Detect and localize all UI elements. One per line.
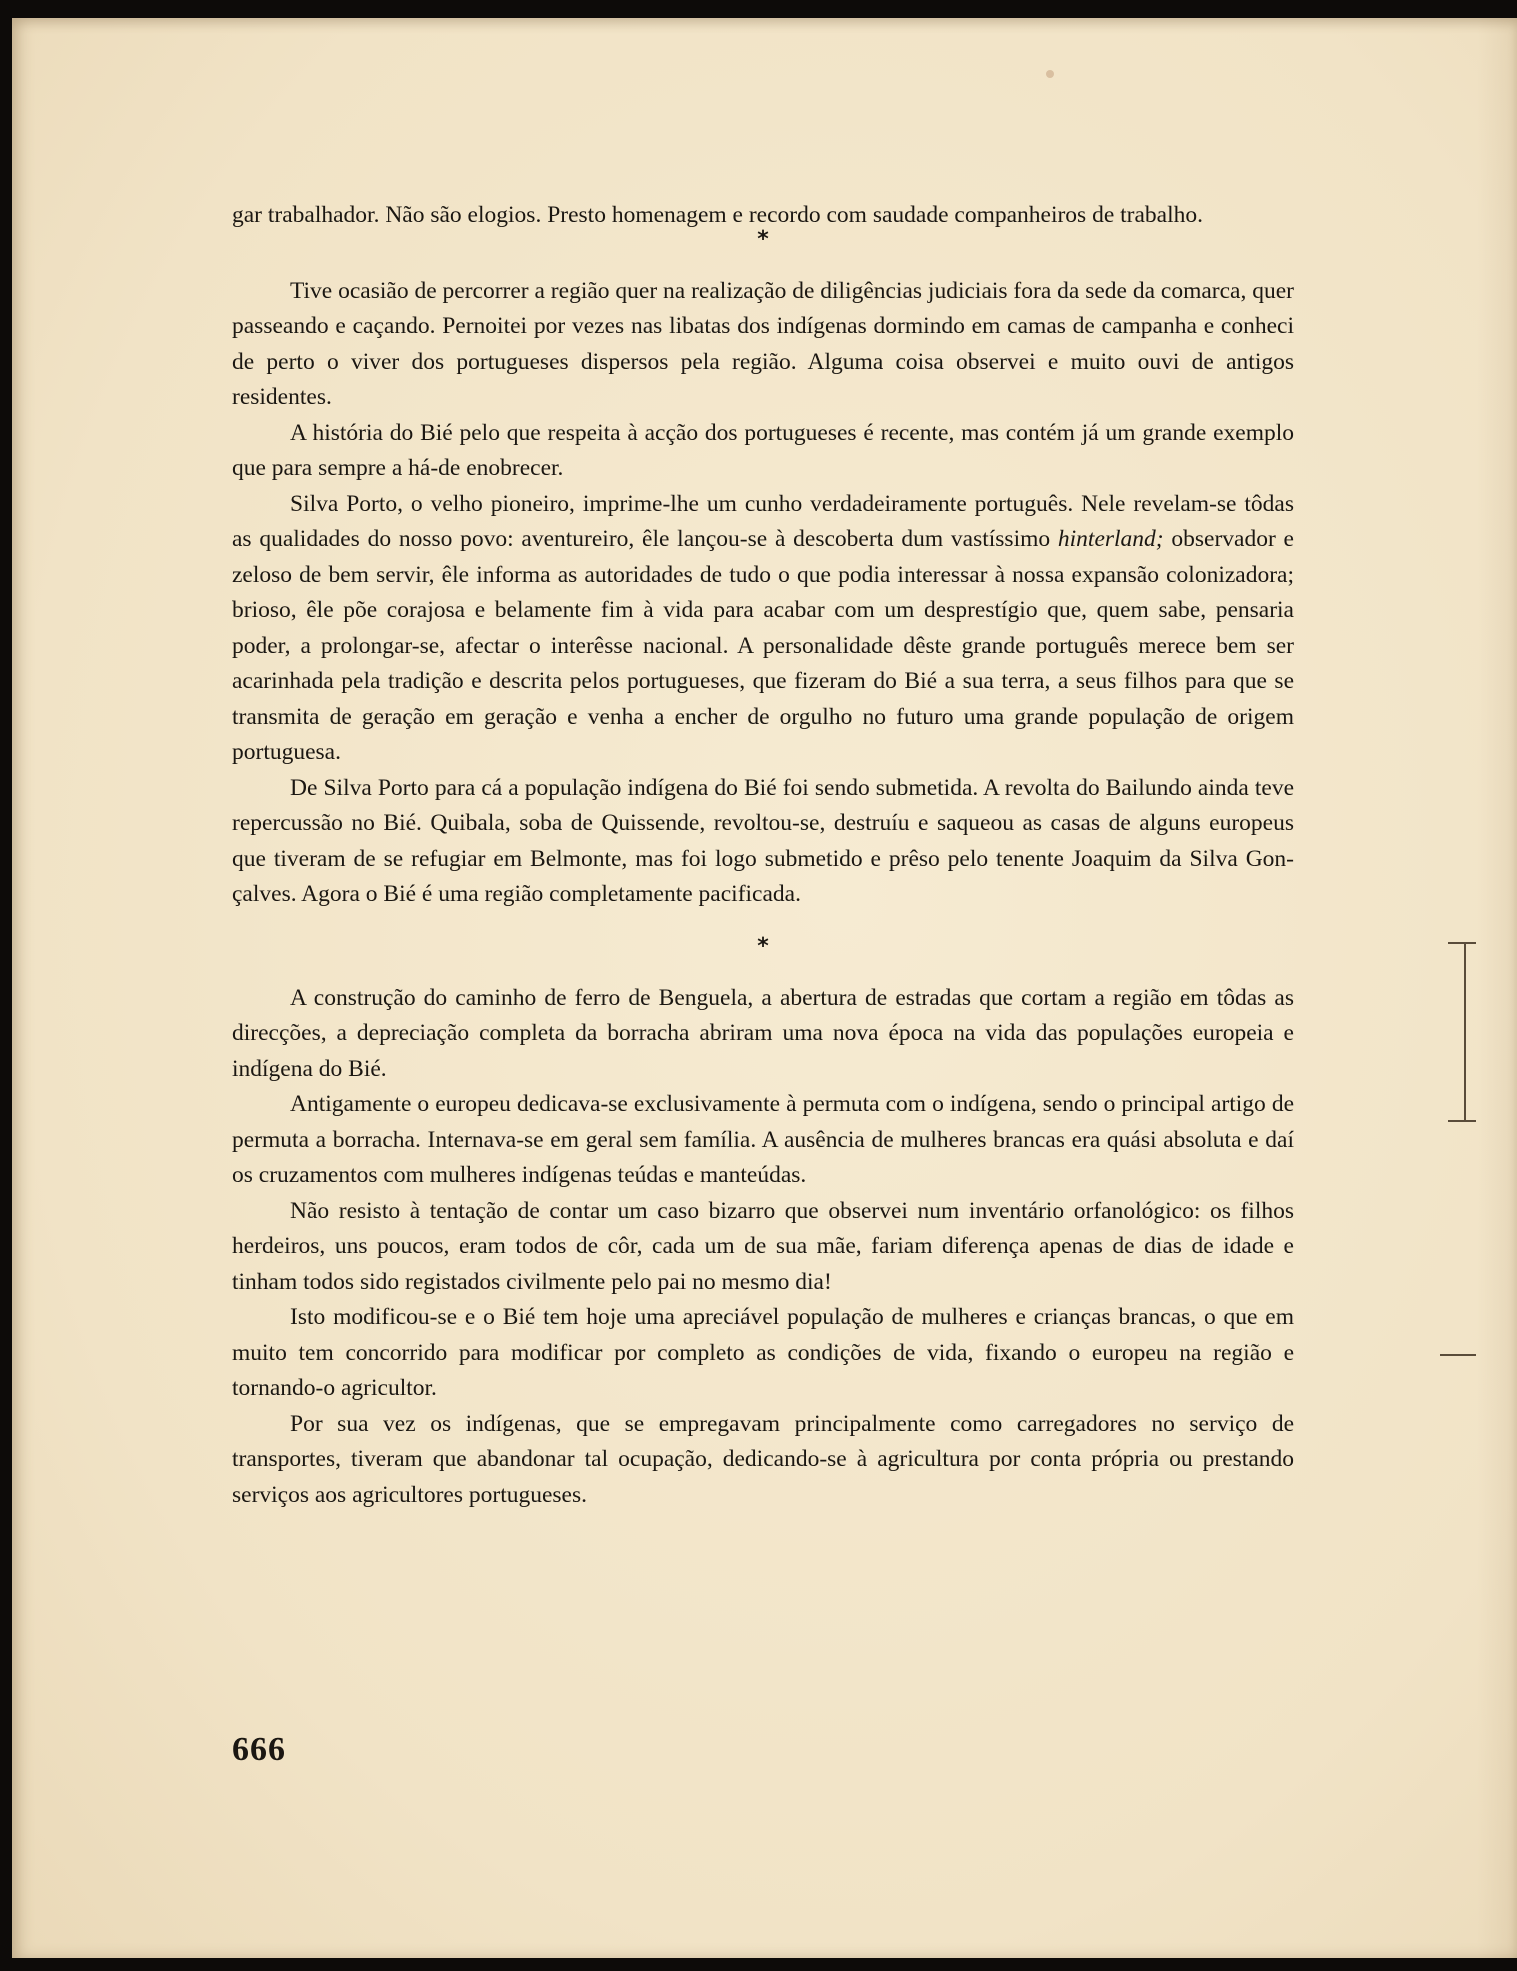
book-page (12, 18, 1517, 1958)
paragraph-trade: Antigamente o europeu dedicava-se exclusivamente à permuta com o indígena, sendo o principal artigo de permuta a borracha. Internava-se em geral sem família. A ausência de mulheres brancas era quási absoluta e daí os cruzamentos com mulheres indígenas teúdas e manteúdas. (232, 1091, 1294, 1188)
italic-hinterland: hinterland; (1057, 526, 1164, 552)
paragraph-silva-porto-part2: observador e zeloso de bem servir, êle informa as autoridades de tudo o que podia interessar à nossa expansão colonizadora; brioso, êle põe corajosa e belamente fim à vida para acabar com um desprestígio que, quem sabe, pensaria poder, a prolongar-se, afectar o interêsse nacional. A personalidade dêste grande português merece bem ser acarinhada pela tradição e descrita pelos portugueses, que fizeram do Bié a sua terra, a seus filhos para que se transmita de geração em geração e venha a encher de orgulho no futuro uma grande população de origem portuguesa. (232, 526, 1294, 765)
paragraph-submission: De Silva Porto para cá a população indígena do Bié foi sendo submetida. A revolta do Bailundo ainda teve repercussão no Bié. Quibala, soba de Quissende, revoltou-se, destruíu e saqueou as casas de alguns europeus que tiveram de se refugiar em Belmonte, mas foi logo submetido e prêso pelo tenente Joaquim da Silva Gonçalves. Agora o Bié é uma região completamente pacificada. (232, 774, 1294, 907)
paragraph-railway: A construção do caminho de ferro de Benguela, a abertura de estradas que cortam a região em tôdas as direcções, a depreciação completa da borracha abriram uma nova época na vida das populações europeia e indígena do Bié. (232, 984, 1294, 1082)
margin-tick-mark-3 (1440, 1354, 1476, 1356)
paragraph-families: Isto modificou-se e o Bié tem hoje uma apreciável população de mulheres e crianças brancas, o que em muito tem concorrido para modificar por completo as condições de vida, fixando o europeu na região e tornando-o agricultor. (232, 1304, 1294, 1401)
paragraph-silva-porto (232, 487, 1294, 771)
margin-tick-mark (1448, 942, 1476, 944)
margin-binding-bar (1464, 944, 1466, 1122)
margin-tick-mark-2 (1448, 1120, 1476, 1122)
paper-stain (1046, 70, 1054, 78)
paragraph-continuation: gar trabalhador. Não são elogios. Presto homenagem e recordo com saudade companheiros de trabalho. (232, 202, 1204, 228)
paragraph-silva-porto-part1: Silva Porto, o velho pioneiro, imprime-lhe um cunho verdadeiramente português. Nele revelam-se tôdas as qualidades do nosso povo: aventureiro, êle lançou-se à descoberta dum vastíssimo (232, 490, 1294, 552)
page-edge-shadow (1477, 18, 1517, 1958)
page-number: 666 (232, 1731, 286, 1768)
paragraph-inventory: Não resisto à tentação de contar um caso bizarro que observei num inventário orfanológico: os filhos herdeiros, uns poucos, eram todos de côr, cada um de sua mãe, fariam diferença apenas de dias de idade e tinham todos sido registados civilmente pelo pai no mesmo dia! (232, 1197, 1294, 1295)
section-separator-asterisk-2: * (757, 933, 769, 959)
paragraph-history: A história do Bié pelo que respeita à acção dos portugueses é recente, mas contém já um grande exemplo que para sempre a há-de enobrecer. (232, 419, 1294, 481)
body-text (232, 198, 1294, 1513)
section-separator-asterisk: * (757, 226, 769, 252)
paragraph-natives: Por sua vez os indígenas, que se empregavam principalmente como carregadores no serviço de transportes, tiveram que abandonar tal ocupação, dedicando-se à agricultura por conta própria ou prestando serviços aos agricultores portugueses. (232, 1410, 1294, 1508)
paragraph-travels: Tive ocasião de percorrer a região quer na realização de diligências judiciais fora da sede da comarca, quer passeando e caçando. Pernoitei por vezes nas libatas dos indígenas dormindo em camas de campanha e conheci de perto o viver dos portugueses dispersos pela região. Alguma coisa observei e muito ouvi de antigos residentes. (232, 277, 1294, 410)
